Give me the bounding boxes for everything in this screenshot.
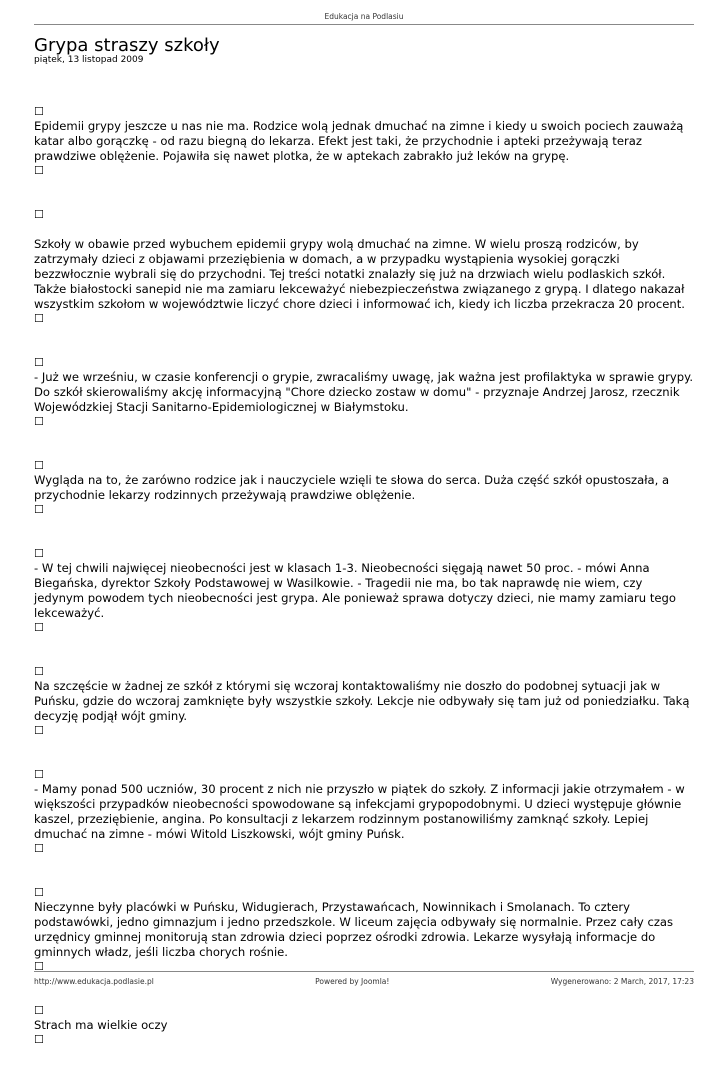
paragraph-text: Wygląda na to, że zarówno rodzice jak i nauczyciele wzięli te słowa do serca. Duża część szkół opustoszała, a przychodnie lekarzy rodzinnych przeżywają prawdziwe oblężenie. bbox=[34, 473, 670, 502]
placeholder-box-icon: ☐ bbox=[34, 1033, 44, 1046]
article-title: Grypa straszy szkoły bbox=[34, 35, 220, 56]
placeholder-box-icon: ☐ bbox=[34, 208, 44, 221]
site-header: Edukacja na Podlasiu bbox=[34, 12, 694, 25]
placeholder-box-icon: ☐ bbox=[34, 459, 44, 472]
paragraph bbox=[34, 1004, 696, 1047]
placeholder-box-icon: ☐ bbox=[34, 105, 44, 118]
placeholder-box-icon: ☐ bbox=[34, 503, 44, 516]
paragraph-text: - Mamy ponad 500 uczniów, 30 procent z nich nie przyszło w piątek do szkoły. Z informacji jakie otrzymałem - w większości przypadków nieobecności spowodowane są infekcjami grypopodobnymi. U dzieci występuje głównie kaszel, przeziębienie, angina. Po konsultacji z lekarzem rodzinnym postanowiliśmy zamknąć szkoły. Lepiej dmuchać na zimne - mówi Witold Liszkowski, wójt gminy Puńsk. bbox=[34, 782, 685, 841]
paragraph bbox=[34, 105, 696, 178]
article-body bbox=[34, 105, 696, 1077]
placeholder-box-icon: ☐ bbox=[34, 164, 44, 177]
paragraph-text: Epidemii grypy jeszcze u nas nie ma. Rodzice wolą jednak dmuchać na zimne i kiedy u swoich pociech zauważą katar albo gorączkę - od razu biegną do lekarza. Efekt jest taki, że przychodnie i apteki przeżywają teraz prawdziwe oblężenie. Pojawiła się nawet plotka, że w aptekach zabrakło już leków na grypę. bbox=[34, 119, 684, 163]
paragraph bbox=[34, 768, 696, 856]
paragraph bbox=[34, 886, 696, 974]
paragraph bbox=[34, 356, 696, 429]
paragraph bbox=[34, 547, 696, 635]
paragraph-text: Szkoły w obawie przed wybuchem epidemii grypy wolą dmuchać na zimne. W wielu proszą rodziców, by zatrzymały dzieci z objawami przeziębienia w domach, a w przypadku wystąpienia wysokiej gorączki bezzwłocznie wybrali się do przychodni. Tej treści notatki znalazły się już na drzwiach wielu podlaskich szkół. Także białostocki sanepid nie ma zamiaru lekceważyć niebezpieczeństwa związanego z grypą. I dlatego nakazał wszystkim szkołom w województwie liczyć chore dzieci i informować ich, kiedy ich liczba przekracza 20 procent. bbox=[34, 237, 685, 311]
placeholder-box-icon: ☐ bbox=[34, 842, 44, 855]
paragraph-text: Nieczynne były placówki w Puńsku, Widugierach, Przystawańcach, Nowinnikach i Smolanach. To cztery podstawówki, jedno gimnazjum i jedno przedszkole. W liceum zajęcia odbywały się normalnie. Przez cały czas urzędnicy gminnej monitorują stan zdrowia dzieci poprzez ośrodki zdrowia. Lekarze wysyłają informacje do gminnych władz, jeśli liczba chorych rośnie. bbox=[34, 900, 674, 959]
placeholder-box-icon: ☐ bbox=[34, 960, 44, 973]
placeholder-box-icon: ☐ bbox=[34, 1004, 44, 1017]
paragraph-text: - Już we wrześniu, w czasie konferencji o grypie, zwracaliśmy uwagę, jak ważna jest profilaktyka w sprawie grypy. Do szkół skierowaliśmy akcję informacyjną "Chore dziecko zostaw w domu" - przyznaje Andrzej Jarosz, rzecznik Wojewódzkiej Stacji Sanitarno-Epidemiologicznej w Białymstoku. bbox=[34, 370, 694, 414]
paragraph-text: - W tej chwili najwięcej nieobecności jest w klasach 1-3. Nieobecności sięgają nawet 50 proc. - mówi Anna Biegańska, dyrektor Szkoły Podstawowej w Wasilkowie. - Tragedii nie ma, bo tak naprawdę nie wiem, czy jedynym powodem tych nieobecności jest grypa. Ale ponieważ sprawa dotyczy dzieci, nie mamy zamiaru tego lekceważyć. bbox=[34, 561, 676, 620]
placeholder-box-icon: ☐ bbox=[34, 415, 44, 428]
placeholder-box-icon: ☐ bbox=[34, 665, 44, 678]
paragraph bbox=[34, 665, 696, 738]
placeholder-box-icon: ☐ bbox=[34, 312, 44, 325]
paragraph-text: Strach ma wielkie oczy bbox=[34, 1018, 168, 1032]
placeholder-box-icon: ☐ bbox=[34, 356, 44, 369]
placeholder-box-icon: ☐ bbox=[34, 886, 44, 899]
article-date: piątek, 13 listopad 2009 bbox=[34, 55, 144, 65]
placeholder-box-icon: ☐ bbox=[34, 547, 44, 560]
paragraph bbox=[34, 208, 696, 326]
paragraph-text: Na szczęście w żadnej ze szkół z którymi się wczoraj kontaktowaliśmy nie doszło do podobnej sytuacji jak w Puńsku, gdzie do wczoraj zamknięte były wszystkie szkoły. Lekcje nie odbywały się tam już od poniedziałku. Taką decyzję podjął wójt gminy. bbox=[34, 679, 690, 723]
placeholder-box-icon: ☐ bbox=[34, 768, 44, 781]
paragraph bbox=[34, 459, 696, 517]
footer-url-link[interactable]: http://www.edukacja.podlasie.pl bbox=[34, 977, 154, 986]
page-footer bbox=[34, 971, 694, 986]
placeholder-box-icon: ☐ bbox=[34, 724, 44, 737]
placeholder-box-icon: ☐ bbox=[34, 621, 44, 634]
footer-generated-date: Wygenerowano: 2 March, 2017, 17:23 bbox=[550, 977, 694, 986]
footer-powered-by: Powered by Joomla! bbox=[315, 977, 390, 986]
